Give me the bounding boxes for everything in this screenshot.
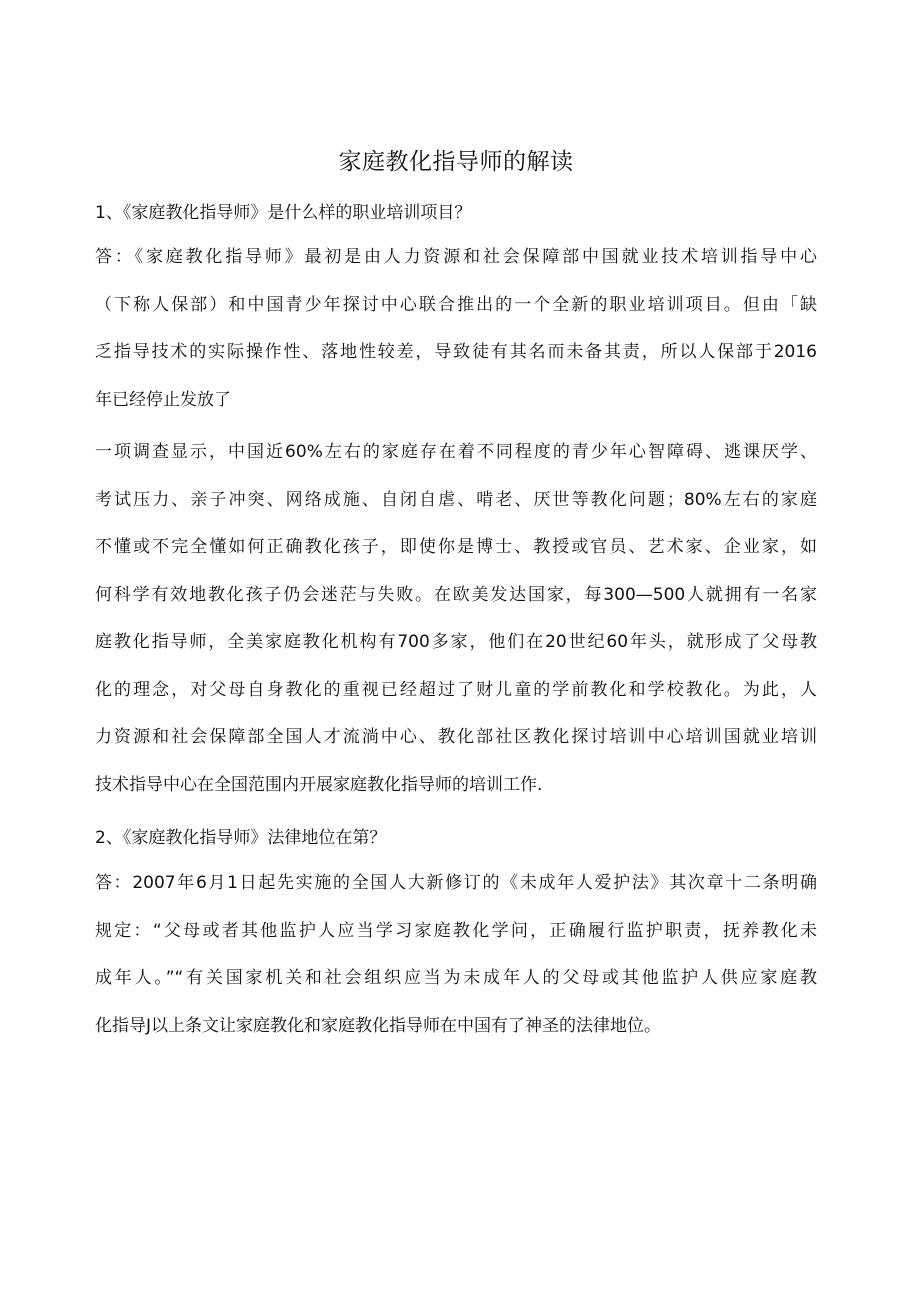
paragraph-line: 一项调查显示，中国近60%左右的家庭存在着不同程度的青少年心智障碍、逃课厌学、 [95, 442, 817, 462]
answer-line: 成年人。”“有关国家机关和社会组织应当为未成年人的父母或其他监护人供应家庭教 [95, 968, 817, 988]
paragraph-line: 庭教化指导师，全美家庭教化机构有700多家，他们在20世纪60年头，就形成了父母教 [95, 632, 817, 652]
answer-line: 乏指导技术的实际操作性、落地性较差，导致徒有其名而未备其责，所以人保部于2016 [95, 342, 817, 362]
paragraph-line: 不懂或不完全懂如何正确教化孩子，即使你是博士、教授或官员、艺术家、企业家，如 [95, 537, 817, 557]
paragraph-line: 技术指导中心在全国范围内开展家庭教化指导师的培训工作. [95, 774, 543, 795]
answer-line: （下称人保部）和中国青少年探讨中心联合推出的一个全新的职业培训项目。但由「缺 [95, 294, 817, 315]
paragraph-line: 何科学有效地教化孩子仍会迷茫与失败。在欧美发达国家，每300—500人就拥有一名家 [95, 584, 817, 605]
question-2-heading [95, 815, 817, 863]
paragraph-line: 化的理念，对父母自身教化的重视已经超过了财儿童的学前教化和学校教化。为此，人 [95, 679, 817, 700]
answer-line: 化指导J以上条文让家庭教化和家庭教化指导师在中国有了神圣的法律地位。 [95, 1015, 662, 1036]
answer-line: 答：《家庭教化指导师》最初是由人力资源和社会保障部中国就业技术培训指导中心 [95, 247, 817, 267]
answer-line: 规定：“父母或者其他监护人应当学习家庭教化学问，正确履行监护职责，抚养教化未 [95, 920, 817, 941]
survey-paragraph [95, 429, 817, 809]
paragraph-line: 考试压力、亲子冲突、网络成施、自闭自虐、啃老、厌世等教化问题；80%左右的家庭 [95, 489, 817, 510]
question-heading-line: 2、《家庭教化指导师》法律地位在第？ [95, 828, 387, 848]
document-title: 家庭教化指导师的解读 [338, 149, 574, 175]
answer-2-paragraph [95, 860, 817, 1050]
question-heading-line: 1、《家庭教化指导师》是什么样的职业培训项目？ [95, 203, 472, 223]
answer-line: 年已经停止发放了 [95, 389, 231, 410]
paragraph-line: 力资源和社会保障部全国人才流淌中心、教化部社区教化探讨培训中心培训国就业培训 [95, 727, 817, 747]
answer-1-paragraph [95, 234, 817, 424]
answer-line: 答：2007年6月1日起先实施的全国人大新修订的《未成年人爱护法》其次章十二条明确 [95, 873, 817, 893]
question-1-heading [95, 190, 817, 238]
